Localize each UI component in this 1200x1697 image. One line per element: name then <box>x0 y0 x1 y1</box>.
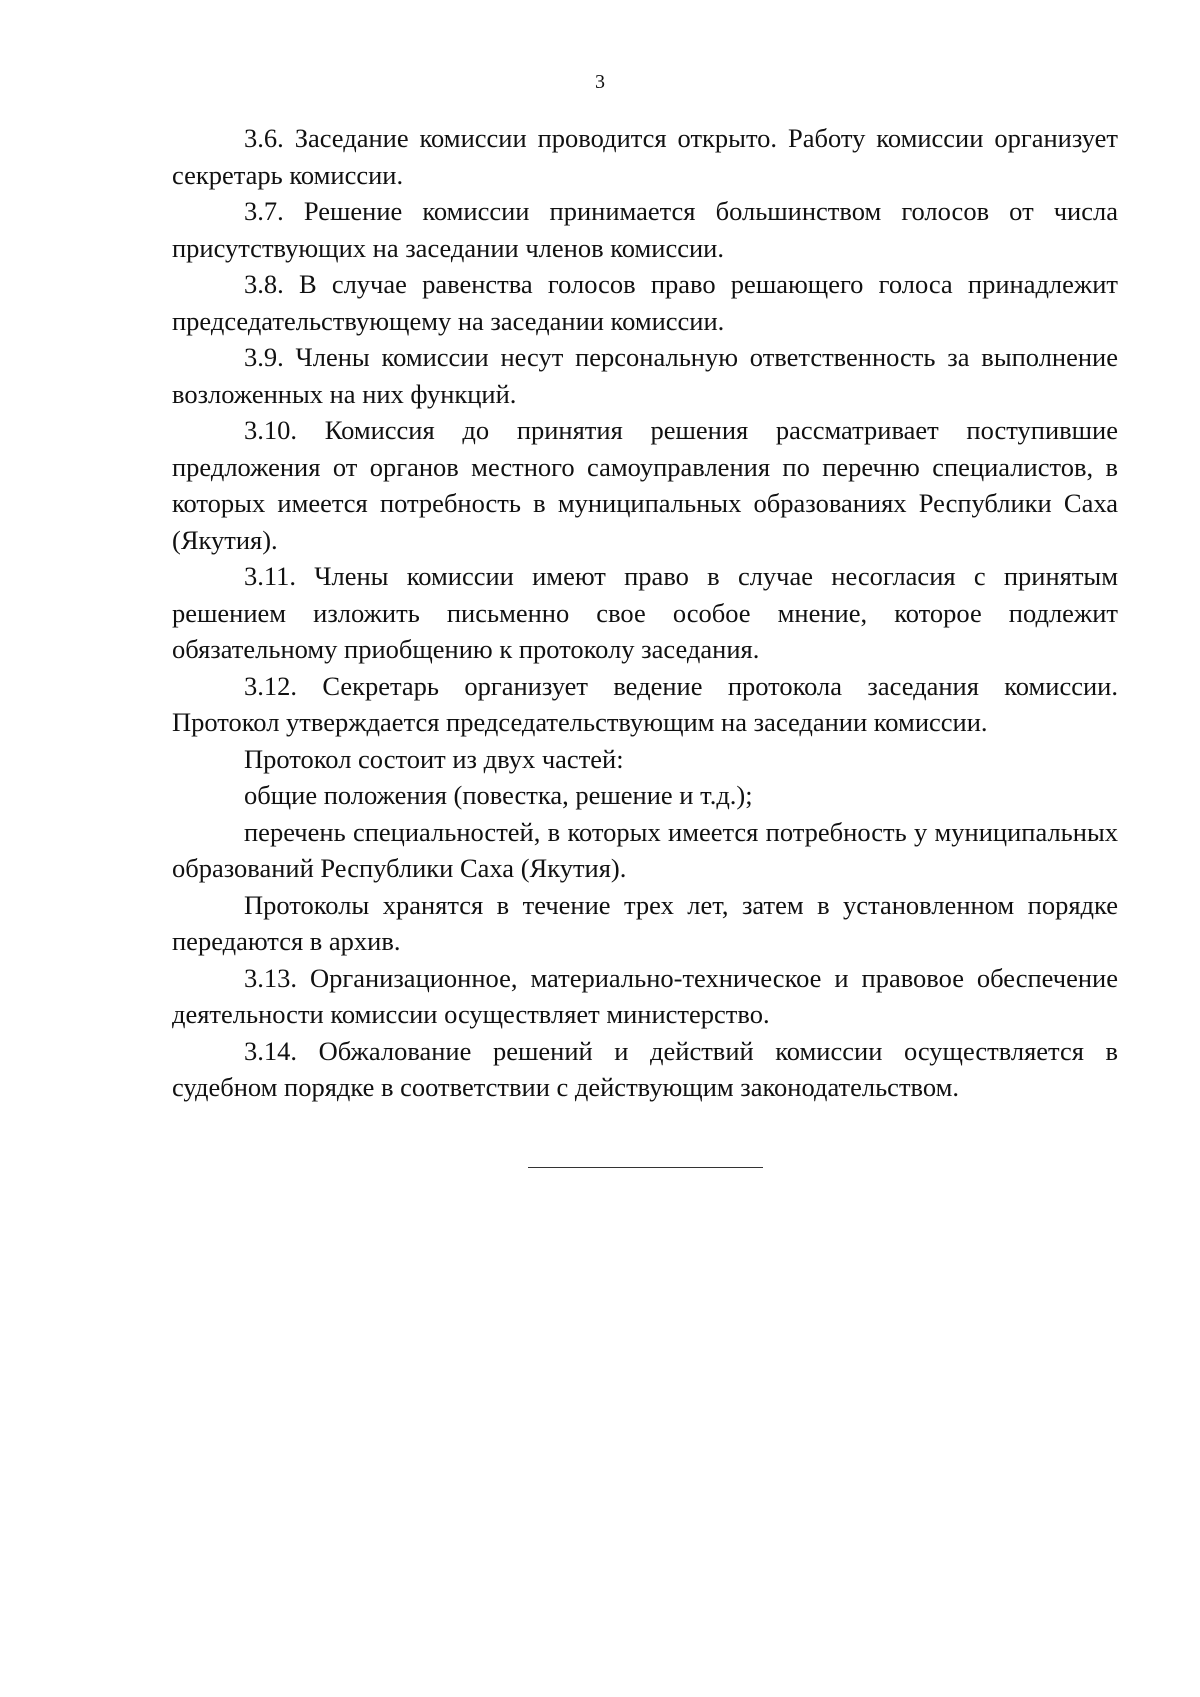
paragraph-3-11: 3.11. Члены комиссии имеют право в случае несогласия с принятым решением изложить письменно свое особое мнение, которое подлежит обязательному приобщению к протоколу заседания. <box>172 561 1118 664</box>
paragraph-3-12: 3.12. Секретарь организует ведение протокола заседания комиссии. Протокол утверждается председательствующим на заседании комиссии. <box>172 670 1118 737</box>
paragraph-3-9: 3.9. Члены комиссии несут персональную ответственность за выполнение возложенных на них функций. <box>172 342 1118 409</box>
paragraph-3-8: 3.8. В случае равенства голосов право решающего голоса принадлежит председательствующему на заседании комиссии. <box>172 269 1118 336</box>
paragraph-3-13: 3.13. Организационное, материально-техническое и правовое обеспечение деятельности комиссии осуществляет министерство. <box>172 962 1118 1029</box>
paragraph-protocol-part-general: общие положения (повестка, решение и т.д.); <box>244 780 753 810</box>
paragraph-3-14: 3.14. Обжалование решений и действий комиссии осуществляется в судебном порядке в соответствии с действующим законодательством. <box>172 1035 1118 1102</box>
document-body <box>172 120 1118 1106</box>
paragraph-protocol-storage: Протоколы хранятся в течение трех лет, затем в установленном порядке передаются в архив. <box>172 889 1118 956</box>
paragraph-3-7: 3.7. Решение комиссии принимается большинством голосов от числа присутствующих на заседании членов комиссии. <box>172 196 1118 263</box>
paragraph-3-6: 3.6. Заседание комиссии проводится открыто. Работу комиссии организует секретарь комиссии. <box>172 123 1118 190</box>
paragraph-3-10: 3.10. Комиссия до принятия решения рассматривает поступившие предложения от органов местного самоуправления по перечню специалистов, в которых имеется потребность в муниципальных образованиях Республики Саха (Якутия). <box>172 415 1118 555</box>
paragraph-protocol-parts: Протокол состоит из двух частей: <box>244 743 624 774</box>
page-number: 3 <box>595 71 605 93</box>
end-divider-line <box>528 1167 763 1168</box>
paragraph-protocol-part-specialties: перечень специальностей, в которых имеется потребность у муниципальных образований Республики Саха (Якутия). <box>172 816 1118 883</box>
